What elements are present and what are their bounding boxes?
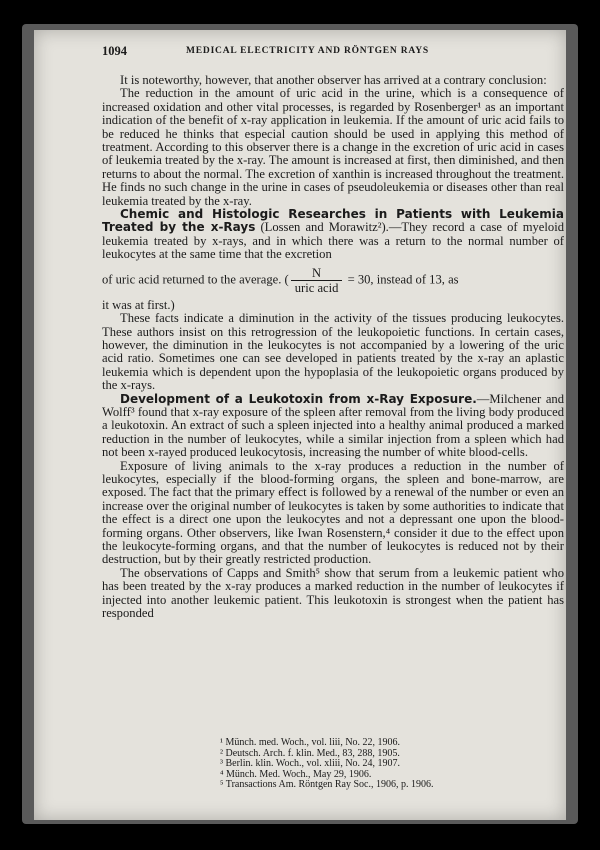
paragraph-diminution: These facts indicate a diminution in the activity of the tissues producing leukocytes. These authors insist on this retrogression of the leukopoietic functions. In certain cases, however, the diminution in the leukocytes is not accompanied by a lowering of the uric acid ratio. Sometimes one can see developed in patients treated by the x-ray an aplastic leukemia which is dependent upon the hypoplasia of the leukopoietic organs produced by the x-rays. (102, 311, 564, 393)
section-heading-chemic: Chemic and Histologic Researches in Patients with Leukemia Treated by the x-Rays (102, 207, 564, 235)
footnote: ¹ Münch. med. Woch., vol. liii, No. 22, 1906. (220, 737, 401, 748)
footnote: ⁵ Transactions Am. Röntgen Ray Soc., 1906, p. 1906. (220, 779, 434, 791)
paragraph-rosenberger: The reduction in the amount of uric acid in the urine, which is a consequence of increased oxidation and other vital processes, is regarded by Rosenberger¹ as an important indication of the benefit of x-ray application in leukemia. If the amount of uric acid fails to be reduced he thinks that especial caution should be used in applying this method of treatment. According to this observer there is a change in the excretion of uric acid in cases of leukemia treated by the x-ray. The amount is increased at first, then diminished, and then returns to about the normal. The excretion of xanthin is increased throughout the treatment. He finds no such change in the urine in cases of pseudoleukemia or diseases other than real leukemia treated by the x-ray. (102, 86, 564, 208)
formula-line: of uric acid returned to the average. ( $\frac{N}{\text{uric acid}}$ = 30, instead of 13, as (102, 265, 459, 295)
paragraph-lossen (102, 208, 564, 262)
footnote: ² Deutsch. Arch. f. klin. Med., 83, 288, 1905. (220, 747, 400, 759)
formula-pre-text: of uric acid returned to the average. (102, 272, 282, 287)
section-heading-leukotoxin: Development of a Leukotoxin from x-Ray Exposure. (120, 391, 477, 406)
page-header (102, 44, 536, 60)
footnotes (220, 738, 434, 791)
uric-acid-fraction (291, 266, 343, 295)
formula-tail: it was at first.) (102, 297, 175, 312)
paragraph-exposure: Exposure of living animals to the x-ray produces a reduction in the number of leukocytes, especially if the blood-forming organs, the spleen and bone-marrow, are exposed. The fact that the primary effect is followed by a renewal of the number or even an increase over the original number of leukocytes is taken by some authorities to indicate that the effect is a direct one upon the leukocytes and not a depressant one upon the blood-forming organs. Other observers, like Iwan Rosenstern,⁴ consider it due to the effect upon the leukocyte-forming organs, and that the number of leukocytes is reduced not by their destruction, but by their greatly restricted production. (102, 458, 564, 567)
fraction-denominator: uric acid (294, 280, 339, 295)
book-page (34, 30, 566, 820)
page-body (102, 74, 564, 620)
footnote: ⁴ Münch. Med. Woch., May 29, 1906. (220, 768, 372, 780)
formula-post-text: = 30, instead of 13, as (347, 272, 459, 287)
fraction-numerator: N (291, 266, 343, 281)
footnote: ³ Berlin. klin. Woch., vol. xliii, No. 24, 1907. (220, 758, 401, 770)
paragraph-intro: It is noteworthy, however, that another observer has arrived at a contrary conclusion: (120, 73, 547, 87)
paragraph-capps-smith: The observations of Capps and Smith⁵ show that serum from a leukemic patient who has been treated by the x-ray produces a marked reduction in the number of leukocytes if injected into another leukemic patient. This leukotoxin is strongest when the patient has responded (102, 565, 564, 621)
paragraph-milchener (102, 393, 564, 460)
page-number: 1094 (102, 44, 127, 58)
paragraph-milchener-text: —Milchener and Wolff³ found that x-ray exposure of the spleen after removal from the living body produced a leukotoxin. An extract of such a spleen injected into a healthy animal produced a marked reduction in the number of leukocytes, while a similar injection from a spleen which had not been x-rayed produced leukocytosis, increasing the number of white blood-cells. (102, 391, 564, 460)
running-title: MEDICAL ELECTRICITY AND RÖNTGEN RAYS (186, 46, 429, 56)
paragraph-lossen-text: (Lossen and Morawitz²).—They record a case of myeloid leukemia treated by x-rays, and in which there was a return to the normal number of leukocytes at the same time that the excretion (102, 220, 564, 262)
